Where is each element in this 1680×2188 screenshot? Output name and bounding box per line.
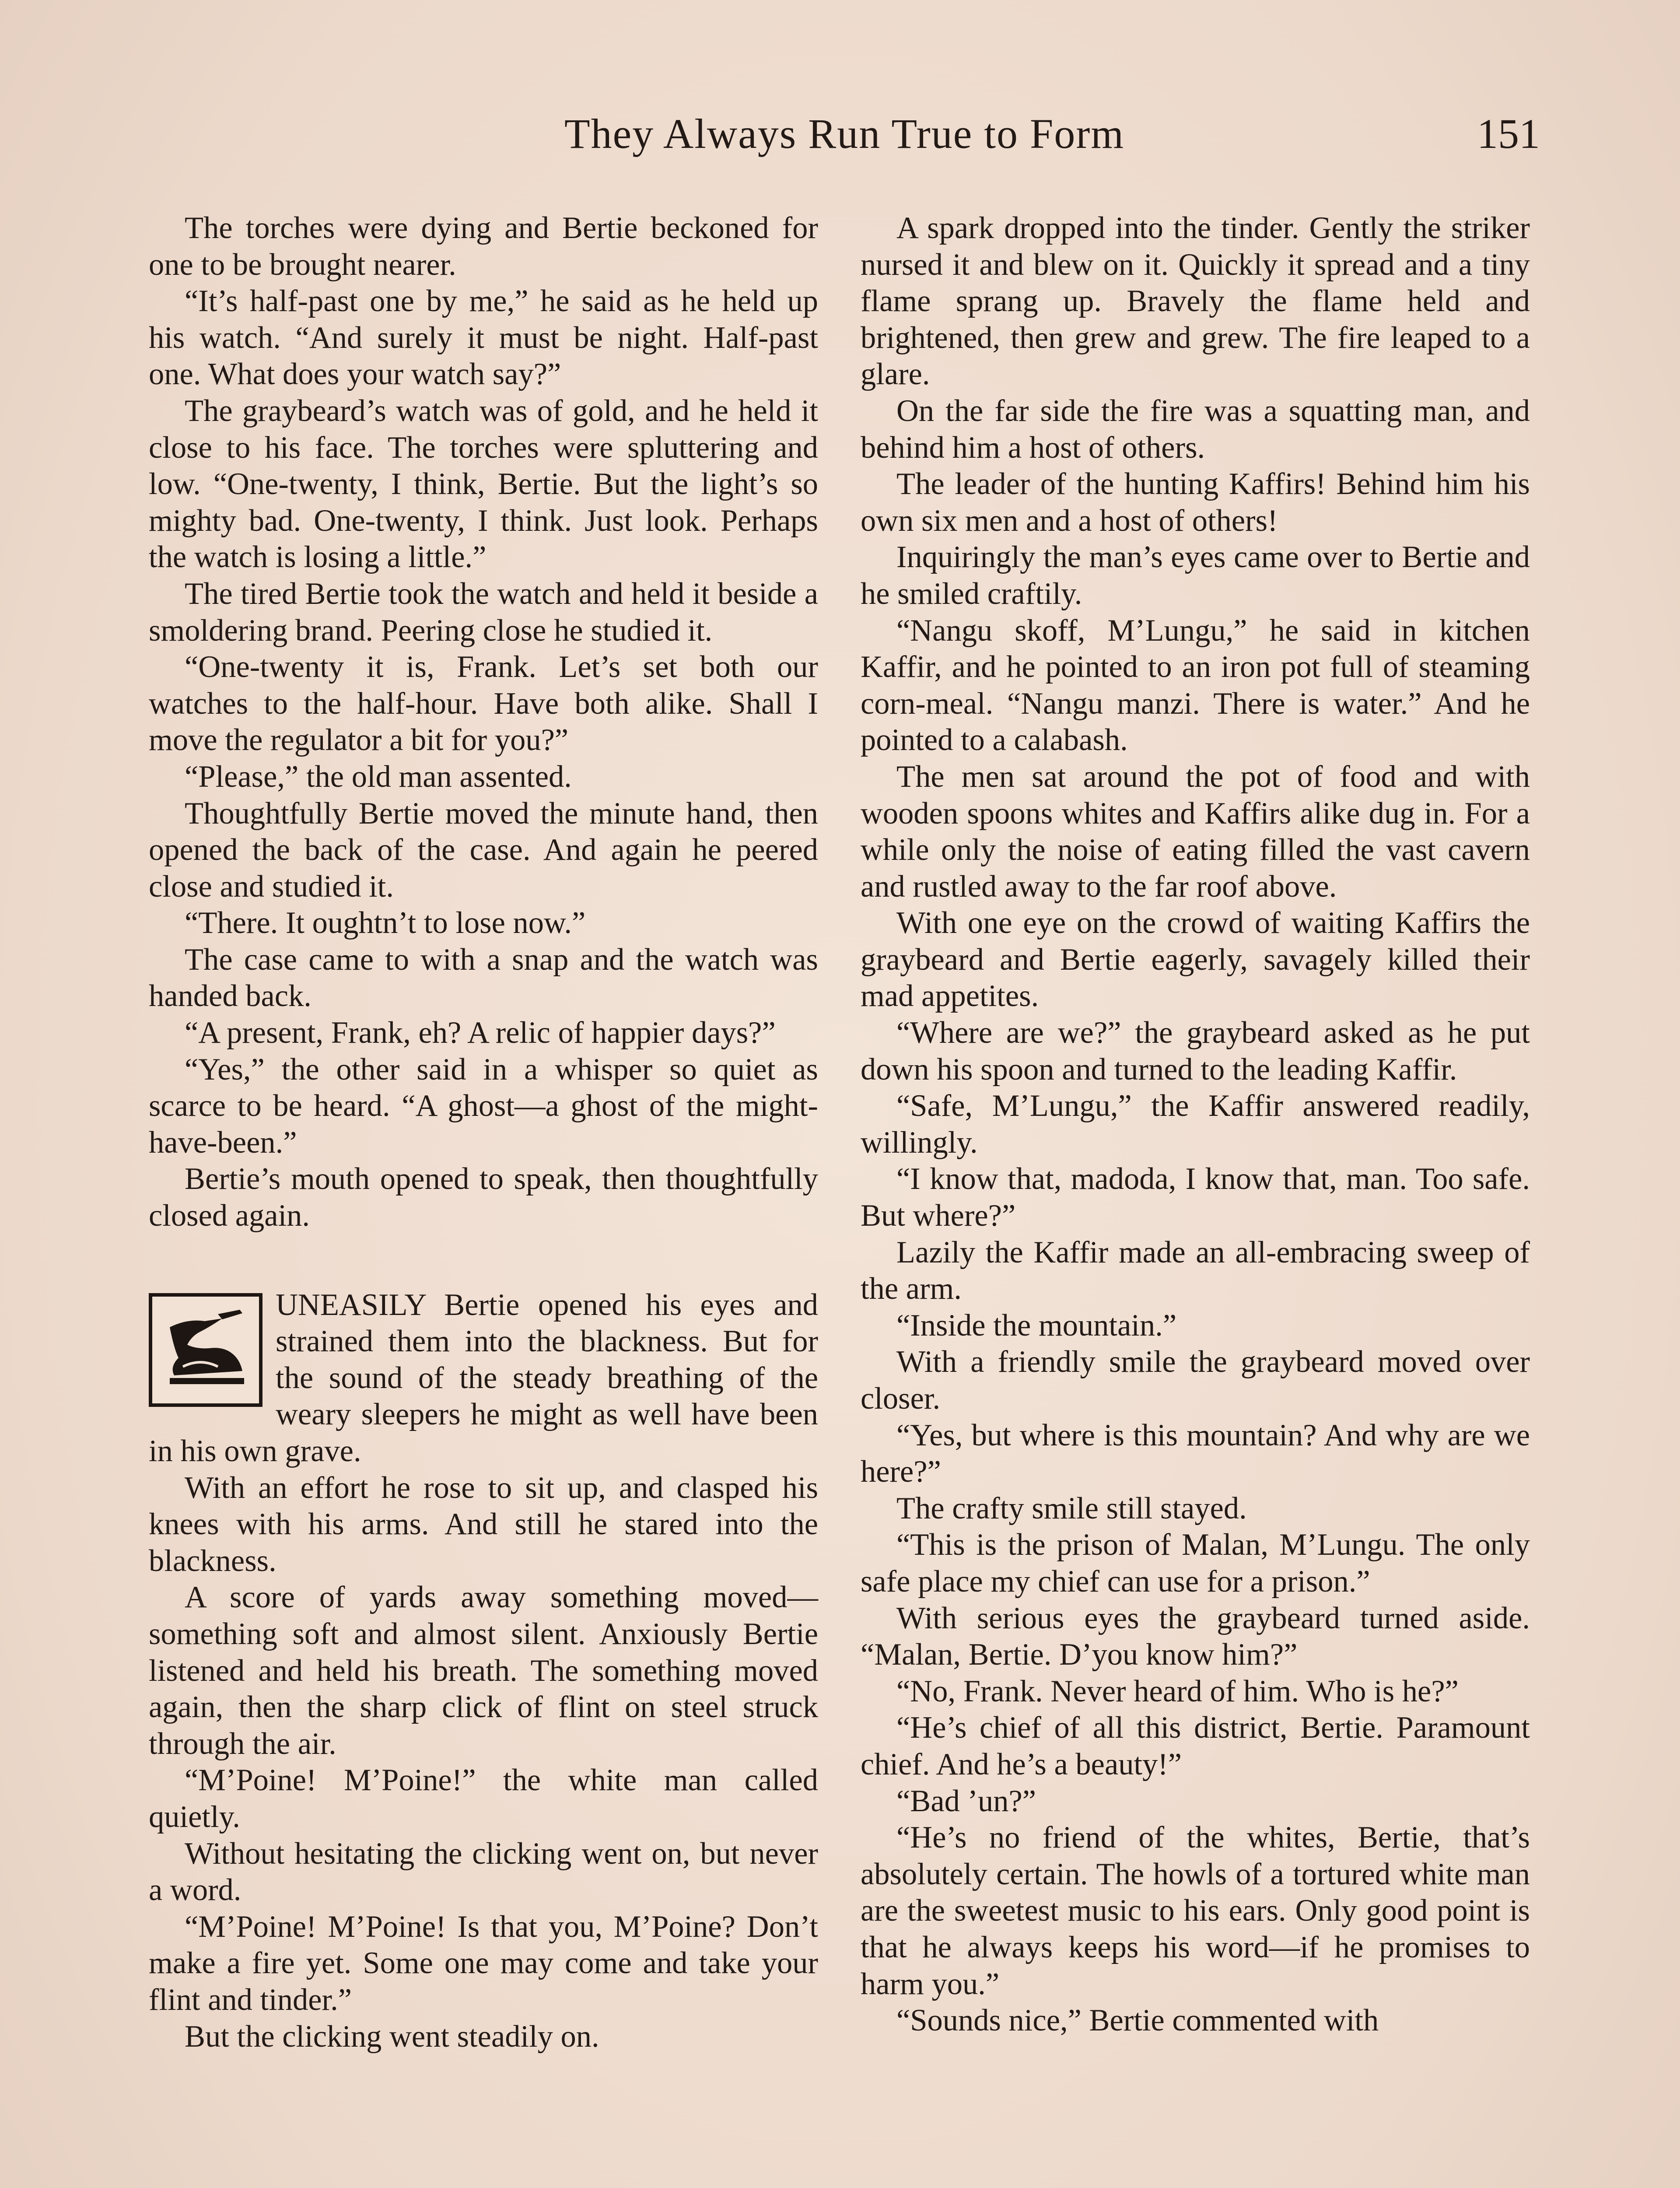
paragraph: The crafty smile still stayed.: [896, 1491, 1247, 1525]
paragraph: “There. It oughtn’t to lose now.”: [185, 906, 586, 940]
page-header: [149, 109, 1540, 171]
paragraph: “Sounds nice,” Bertie commented with: [896, 2003, 1379, 2038]
paragraph: “Safe, M’Lungu,” the Kaffir answered readily, willingly.: [861, 1089, 1530, 1160]
paragraph: “Yes, but where is this mountain? And why are we here?”: [861, 1418, 1530, 1489]
paragraph: With a friendly smile the graybeard moved over closer.: [861, 1345, 1530, 1416]
paragraph: The tired Bertie took the watch and held it beside a smoldering brand. Peering close he studied it.: [149, 576, 818, 648]
paragraph: The leader of the hunting Kaffirs! Behind him his own six men and a host of others!: [861, 467, 1530, 538]
paragraph: With serious eyes the graybeard turned aside. “Malan, Bertie. D’you know him?”: [861, 1601, 1530, 1672]
paragraph: “I know that, madoda, I know that, man. Too safe. But where?”: [861, 1162, 1530, 1233]
paragraph: Without hesitating the clicking went on, but never a word.: [149, 1836, 818, 1907]
paragraph: “It’s half-past one by me,” he said as he held up his watch. “And surely it must be night. Half-past one. What does your watch say?”: [149, 284, 818, 392]
running-head: They Always Run True to Form: [564, 110, 1125, 157]
paragraph: With one eye on the crowd of waiting Kaffirs the graybeard and Bertie eagerly, savagely killed their mad appetites.: [861, 906, 1530, 1013]
paragraph: The men sat around the pot of food and with wooden spoons whites and Kaffirs alike dug in. For a while only the noise of eating filled the vast cavern and rustled away to the far roof above.: [861, 759, 1530, 904]
paragraph: “One-twenty it is, Frank. Let’s set both our watches to the half-hour. Have both alike. Shall I move the regulator a bit for you?”: [149, 650, 818, 757]
paragraph: The case came to with a snap and the watch was handed back.: [149, 942, 818, 1013]
paragraph: “He’s chief of all this district, Bertie. Paramount chief. And he’s a beauty!”: [861, 1711, 1530, 1781]
paragraph: “Where are we?” the graybeard asked as he put down his spoon and turned to the leading Kaffir.: [861, 1016, 1530, 1087]
section-break: [149, 1234, 818, 1287]
paragraph: “M’Poine! M’Poine! Is that you, M’Poine? Don’t make a fire yet. Some one may come and take your flint and tinder.”: [149, 1909, 818, 2017]
paragraph: With an effort he rose to sit up, and clasped his knees with his arms. And still he stared into the blackness.: [149, 1470, 818, 1578]
paragraph: UNEASILY Bertie opened his eyes and strained them into the blackness. But for the sound of the steady breathing of the weary sleepers he might as well have been in his own grave.: [149, 1287, 818, 1468]
paragraph: “A present, Frank, eh? A relic of happier days?”: [185, 1016, 776, 1050]
paragraph: “Yes,” the other said in a whisper so quiet as scarce to be heard. “A ghost—a ghost of the might-have-been.”: [149, 1052, 818, 1160]
paragraph: Bertie’s mouth opened to speak, then thoughtfully closed again.: [149, 1162, 818, 1233]
paragraph: “Bad ’un?”: [896, 1784, 1036, 1818]
paragraph: “Nangu skoff, M’Lungu,” he said in kitchen Kaffir, and he pointed to an iron pot full of steaming corn-meal. “Nangu manzi. There is water.” And he pointed to a calabash.: [861, 613, 1530, 757]
paragraph: A score of yards away something moved—something soft and almost silent. Anxiously Bertie listened and held his breath. The something moved again, then the sharp click of flint on steel struck through the air.: [149, 1580, 818, 1761]
paragraph: The graybeard’s watch was of gold, and he held it close to his face. The torches were spluttering and low. “One-twenty, I think, Bertie. But the light’s so mighty bad. One-twenty, I think. Just look. Perhaps the watch is losing a little.”: [149, 393, 818, 575]
page-number: 151: [1477, 110, 1540, 157]
paragraph: A spark dropped into the tinder. Gently the striker nursed it and blew on it. Quickly it spread and a tiny flame sprang up. Bravely the flame held and brightened, then grew and grew. The fire leaped to a glare.: [861, 211, 1530, 392]
paragraph: “M’Poine! M’Poine!” the white man called quietly.: [149, 1763, 818, 1834]
paragraph: Lazily the Kaffir made an all-embracing sweep of the arm.: [861, 1235, 1530, 1306]
hunter-vignette-icon: [149, 1293, 262, 1407]
paragraph: On the far side the fire was a squatting man, and behind him a host of others.: [861, 393, 1530, 465]
paragraph: “Inside the mountain.”: [896, 1308, 1177, 1343]
paragraph: “Please,” the old man assented.: [185, 759, 572, 794]
paragraph: Inquiringly the man’s eyes came over to Bertie and he smiled craftily.: [861, 540, 1530, 611]
paragraph: “He’s no friend of the whites, Bertie, that’s absolutely certain. The howls of a tortured white man are the sweetest music to his ears. Only good point is that he always keeps his word—if he promises to harm you.”: [861, 1820, 1530, 2001]
left-column: [149, 210, 818, 2055]
paragraph: Thoughtfully Bertie moved the minute hand, then opened the back of the case. And again he peered close and studied it.: [149, 796, 818, 904]
paragraph: “This is the prison of Malan, M’Lungu. The only safe place my chief can use for a prison.”: [861, 1528, 1530, 1599]
paragraph: The torches were dying and Bertie beckoned for one to be brought nearer.: [149, 211, 818, 282]
right-column: [861, 210, 1530, 2039]
paragraph: “No, Frank. Never heard of him. Who is he?”: [896, 1674, 1459, 1708]
paragraph: But the clicking went steadily on.: [185, 2019, 599, 2054]
